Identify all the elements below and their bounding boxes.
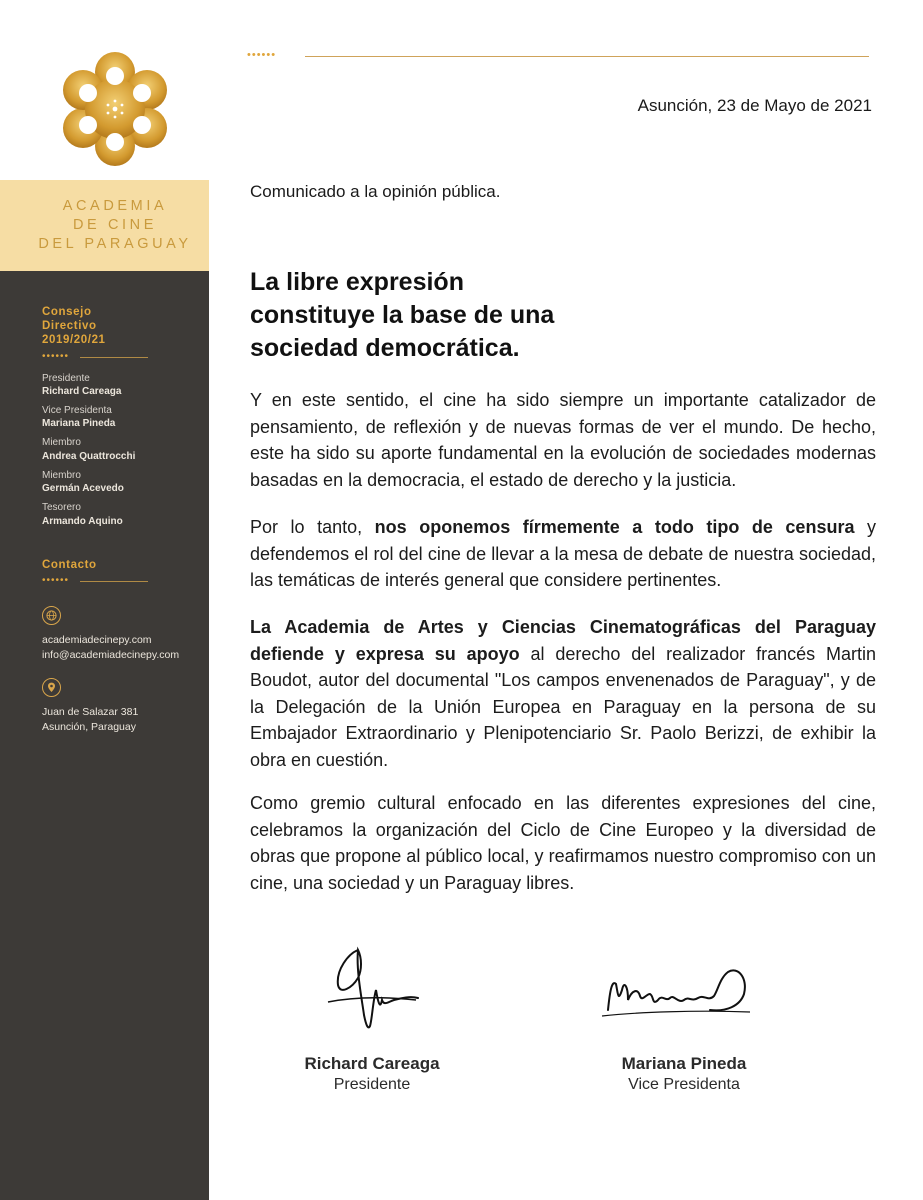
signer-name: Mariana Pineda <box>621 1054 747 1073</box>
member-role: Presidente <box>42 373 90 384</box>
header-dots: •••••• <box>247 49 277 61</box>
logo-area <box>0 0 209 180</box>
paragraph-3-text: al derecho del realizador francés Martin Boudot, autor del documental "Los campos envenenados de Paraguay", y de la Delegación de la Unión Europea en Paraguay en la persona de su Embajador Extraordinario y Plenipotenciario Sr. Paolo Berizzi, de exhibir la obra en cuestión. <box>250 643 876 770</box>
org-name-line-1: ACADEMIA <box>62 198 168 214</box>
globe-icon <box>42 606 61 625</box>
signature-mariana-pineda <box>598 950 754 1032</box>
signer-role: Vice Presidenta <box>628 1076 740 1093</box>
letter-headline <box>250 266 554 365</box>
paragraph-2-text-a: Por lo tanto, <box>250 517 375 537</box>
signature-block-president <box>262 1054 482 1094</box>
contact-divider <box>80 581 148 582</box>
member-name: Germán Acevedo <box>42 483 124 494</box>
member-role: Miembro <box>42 437 81 448</box>
paragraph-1: Y en este sentido, el cine ha sido siempre un importante catalizador de pensamiento, de reflexión y de nuevas formas de ver el mundo. De hecho, este ha sido su aporte fundamental en la evolución de sociedades modernas basadas en la democracia, el estado de derecho y la justicia. <box>250 390 876 490</box>
member-name: Andrea Quattrocchi <box>42 451 136 462</box>
paragraph-2-bold: nos oponemos fírmemente a todo tipo de censura <box>374 517 855 537</box>
letter-subject: Comunicado a la opinión pública. <box>250 182 501 201</box>
headline-line-3: sociedad democrática. <box>250 334 520 362</box>
paragraph-3-bold: La Academia de Artes y Ciencias Cinematográficas del Paraguay defiende y expresa su apoyo <box>250 617 876 664</box>
contact-dots: •••••• <box>42 575 70 586</box>
org-name-band <box>0 180 209 271</box>
header-rule <box>305 56 869 57</box>
member-role: Vice Presidenta <box>42 405 112 416</box>
board-title-line-2: Directivo <box>42 320 97 332</box>
paragraph-3 <box>250 614 876 773</box>
org-name-line-3: DEL PARAGUAY <box>38 236 192 252</box>
email-link[interactable]: info@academiadecinepy.com <box>42 649 180 661</box>
signature-block-vice-president <box>574 1054 794 1094</box>
signer-role: Presidente <box>333 1076 411 1093</box>
headline-line-2: constituye la base de una <box>250 301 555 329</box>
member-role: Tesorero <box>42 502 81 513</box>
website-link[interactable]: academiadecinepy.com <box>42 634 152 646</box>
member-name: Mariana Pineda <box>42 418 116 429</box>
location-pin-icon <box>42 678 61 697</box>
board-divider <box>80 357 148 358</box>
board-title-line-1: Consejo <box>42 306 92 318</box>
member-name: Armando Aquino <box>42 516 123 527</box>
signature-richard-careaga <box>318 940 422 1050</box>
org-name-line-2: DE CINE <box>72 217 157 233</box>
paragraph-2 <box>250 514 876 594</box>
academy-logo <box>58 52 172 166</box>
board-title-line-3: 2019/20/21 <box>42 334 106 346</box>
letter-date: Asunción, 23 de Mayo de 2021 <box>637 96 872 115</box>
member-name: Richard Careaga <box>42 386 122 397</box>
headline-line-1: La libre expresión <box>250 268 464 296</box>
signer-name: Richard Careaga <box>304 1054 440 1073</box>
member-role: Miembro <box>42 470 81 481</box>
address-line-2: Asunción, Paraguay <box>42 721 136 733</box>
contact-title: Contacto <box>42 559 97 571</box>
paragraph-4: Como gremio cultural enfocado en las diferentes expresiones del cine, celebramos la organización del Ciclo de Cine Europeo y la diversidad de obras que propone al público local, y reafirmamos nuestro compromiso con un cine, una sociedad y un Paraguay libres. <box>250 793 876 893</box>
paragraph-2-text-c: y defendemos el rol del cine de llevar a la mesa de debate de nuestra sociedad, las temáticas de interés general que considere pertinentes. <box>250 517 877 590</box>
address-line-1: Juan de Salazar 381 <box>42 706 139 718</box>
board-dots: •••••• <box>42 351 70 362</box>
